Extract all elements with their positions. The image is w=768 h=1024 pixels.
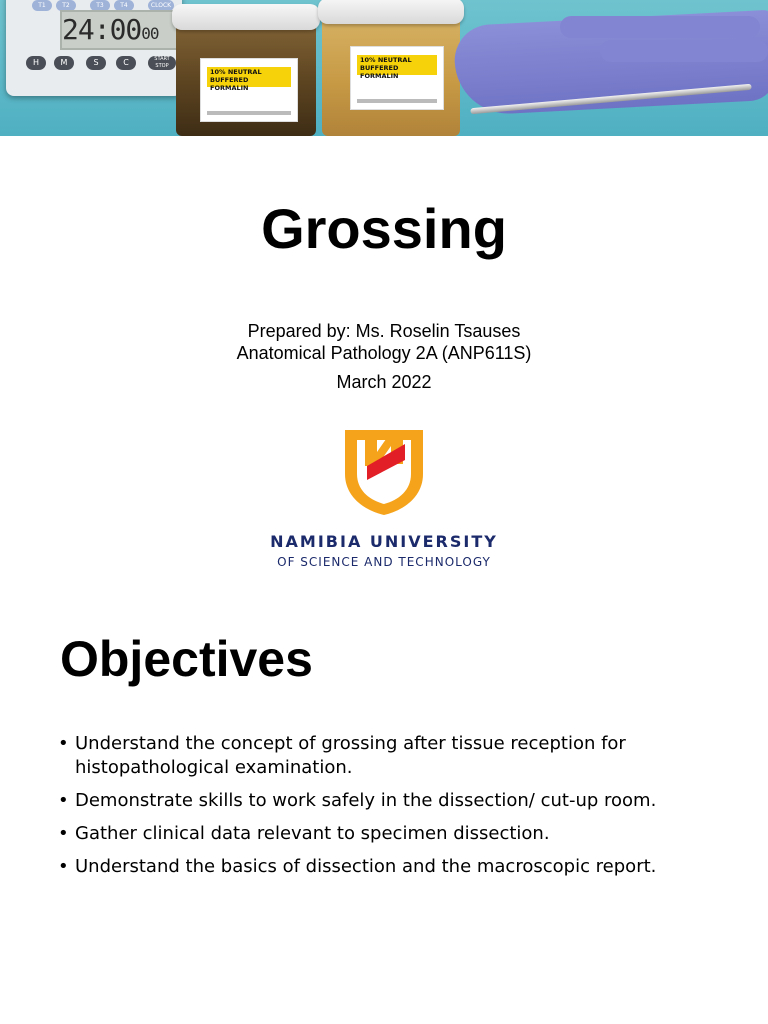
timer-chip: T3 bbox=[90, 0, 110, 11]
objectives-list bbox=[58, 732, 718, 888]
timer-chip: T2 bbox=[56, 0, 76, 11]
timer-button: START STOP bbox=[148, 56, 176, 70]
jar-label: 10% NEUTRAL BUFFERED FORMALIN bbox=[357, 55, 437, 75]
timer-button: C bbox=[116, 56, 136, 70]
timer-chip: T1 bbox=[32, 0, 52, 11]
list-item: • Understand the concept of grossing after tissue reception for histopathological examination. bbox=[58, 732, 718, 780]
jar-label: 10% NEUTRAL BUFFERED FORMALIN bbox=[207, 67, 291, 87]
list-item: • Gather clinical data relevant to specimen dissection. bbox=[58, 822, 718, 846]
list-item: • Demonstrate skills to work safely in the dissection/ cut-up room. bbox=[58, 789, 718, 813]
university-shield-icon bbox=[343, 424, 425, 516]
timer-button: M bbox=[54, 56, 74, 70]
page-title: Grossing bbox=[261, 197, 507, 260]
specimen-jar bbox=[176, 8, 316, 136]
timer-chip: T4 bbox=[114, 0, 134, 11]
timer-button: S bbox=[86, 56, 106, 70]
prepared-by: Prepared by: Ms. Roselin Tsauses bbox=[247, 321, 521, 341]
university-subtitle: OF SCIENCE AND TECHNOLOGY bbox=[277, 555, 491, 569]
section-heading: Objectives bbox=[60, 631, 313, 687]
course-name: Anatomical Pathology 2A (ANP611S) bbox=[236, 343, 532, 363]
presentation-date: March 2022 bbox=[336, 372, 432, 392]
lab-timer bbox=[6, 0, 182, 96]
timer-button: H bbox=[26, 56, 46, 70]
specimen-jar bbox=[322, 2, 460, 136]
university-name: NAMIBIA UNIVERSITY bbox=[270, 532, 498, 551]
list-item: • Understand the basics of dissection and the macroscopic report. bbox=[58, 855, 718, 879]
timer-chip: CLOCK bbox=[148, 0, 174, 11]
timer-display: 24:0000 bbox=[60, 10, 180, 50]
header-photo bbox=[0, 0, 768, 136]
